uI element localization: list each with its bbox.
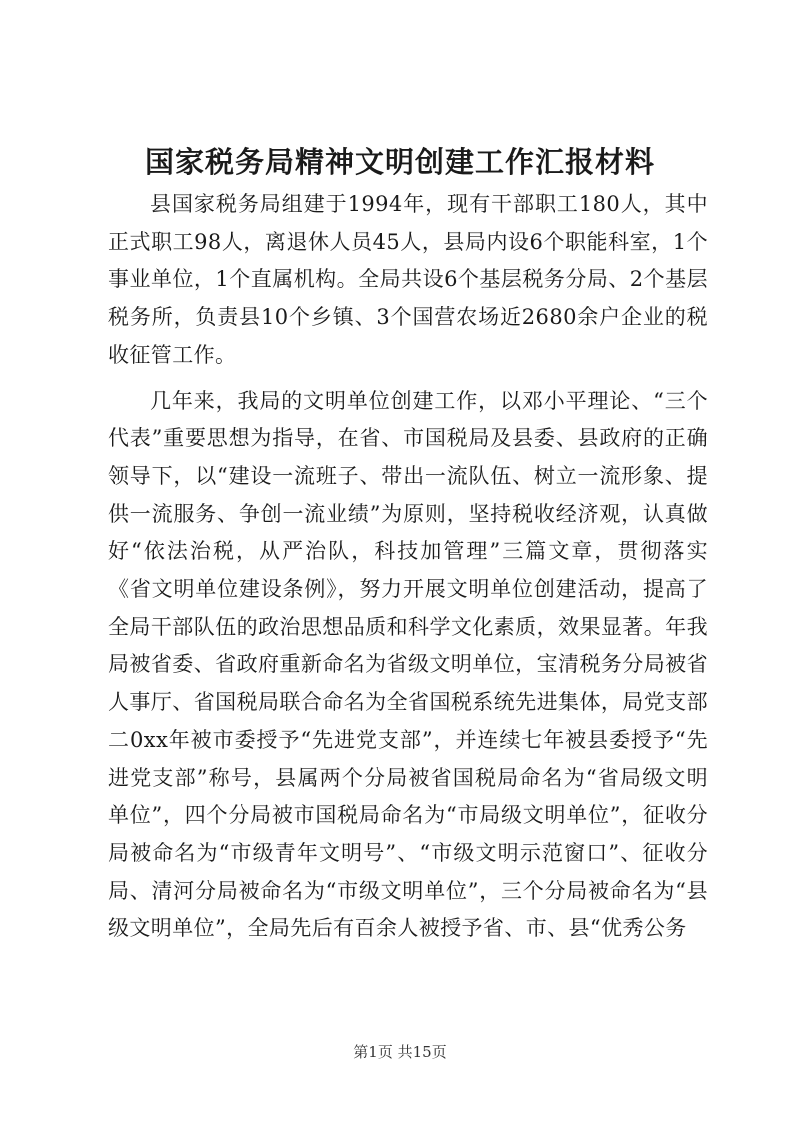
paragraph-1: 县国家税务局组建于1994年，现有干部职工180人，其中正式职工98人，离退休人员45人，县局内设6个职能科室，1个事业单位，1个直属机构。全局共设6个基层税务分局、2个基层税务所，负责县10个乡镇、3个国营农场近2680余户企业的税收征管工作。 xyxy=(108,192,708,367)
page-number-footer: 第1页 共15页 xyxy=(353,1043,447,1061)
document-title: 国家税务局精神文明创建工作汇报材料 xyxy=(144,145,655,179)
paragraph-2: 几年来，我局的文明单位创建工作，以邓小平理论、“三个代表”重要思想为指导，在省、市国税局及县委、县政府的正确领导下，以“建设一流班子、带出一流队伍、树立一流形象、提供一流服务、争创一流业绩”为原则，坚持税收经济观，认真做好“依法治税，从严治队，科技加管理”三篇文章，贯彻落实《省文明单位建设条例》，努力开展文明单位创建活动，提高了全局干部队伍的政治思想品质和科学文化素质，效果显著。年我局被省委、省政府重新命名为省级文明单位，宝清税务分局被省人事厅、省国税局联合命名为全省国税系统先进集体，局党支部二0xx年被市委授予“先进党支部”，并连续七年被县委授予“先进党支部”称号，县属两个分局被省国税局命名为“省局级文明单位”，四个分局被市国税局命名为“市局级文明单位”，征收分局被命名为“市级青年文明号”、“市级文明示范窗口”、征收分局、清河分局被命名为“市级文明单位”，三个分局被命名为“县级文明单位”，全局先后有百余人被授予省、市、县“优秀公务 xyxy=(108,388,708,941)
document-body xyxy=(108,186,708,956)
